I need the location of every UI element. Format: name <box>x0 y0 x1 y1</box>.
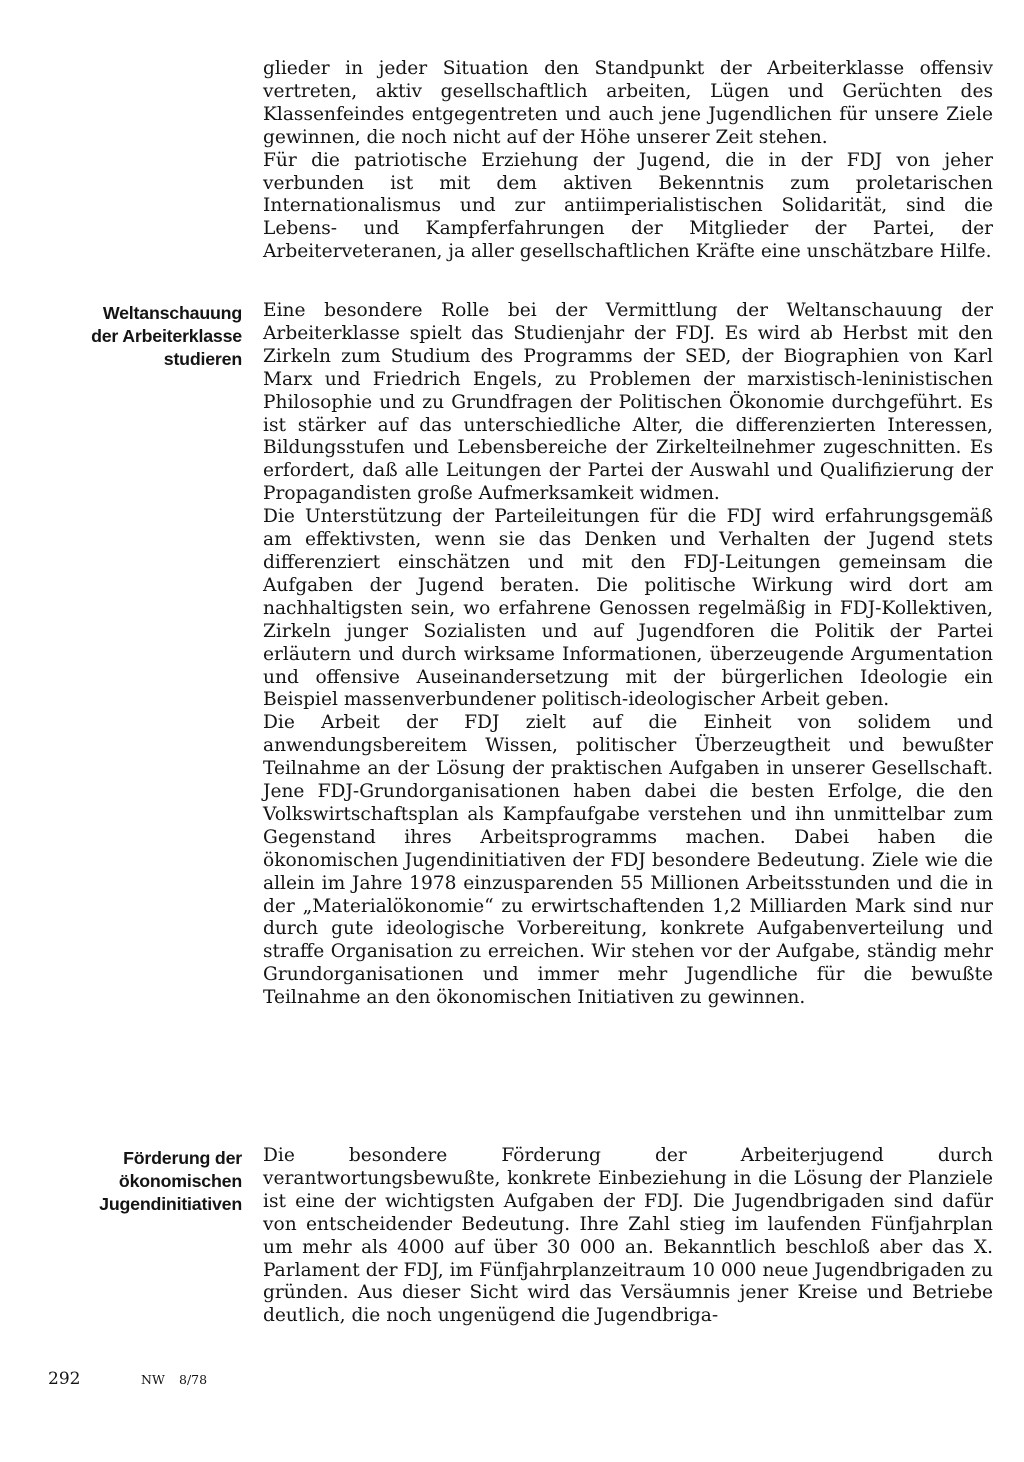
section-foerderung <box>263 1145 993 1328</box>
sidenote-weltanschauung <box>56 302 242 371</box>
paragraph: Die Arbeit der FDJ zielt auf die Einheit von solidem und anwendungsbereitem Wissen, politischer Überzeugtheit und bewußter Teilnahme an der Lösung der praktischen Aufgaben in unserer Gesellschaft. Jene FDJ-Grundorganisationen haben dabei die besten Erfolge, die den Volkswirtschaftsplan als Kampfaufgabe verstehen und ihn unmittelbar zum Gegenstand ihres Arbeitsprogramms machen. Dabei haben die ökonomischen Jugendinitiativen der FDJ besondere Bedeutung. Ziele wie die allein im Jahre 1978 einzusparenden 55 Millionen Arbeitsstunden und die in der „Materialökonomie“ zu erwirtschaftenden 1,2 Milliarden Mark sind nur durch gute ideologische Vorbereitung, konkrete Aufgabenverteilung und straffe Organisation zu erreichen. Wir stehen vor der Aufgabe, ständig mehr Grundorganisationen und immer mehr Jugendliche für die bewußte Teilnahme an den ökonomischen Initiativen zu gewinnen. <box>263 712 993 1009</box>
section-intro <box>263 58 993 264</box>
paragraph: Eine besondere Rolle bei der Vermittlung der Weltanschauung der Arbeiterklasse spielt das Studienjahr der FDJ. Es wird ab Herbst mit den Zirkeln zum Studium des Programms der SED, der Biographien von Karl Marx und Friedrich Engels, zu Problemen der marxistisch-leninistischen Philosophie und zu Grundfragen der Politischen Ökonomie durchgeführt. Es ist stärker auf das unterschiedliche Alter, die differenzierten Interessen, Bildungsstufen und Lebensbereiche der Zirkelteilnehmer zugeschnitten. Es erfordert, daß alle Leitungen der Partei der Auswahl und Qualifizierung der Propagandisten große Aufmerksamkeit widmen. <box>263 300 993 505</box>
sidenote-foerderung <box>56 1147 242 1216</box>
sidenote-line: Jugendinitiativen <box>99 1194 242 1214</box>
paragraph: Die Unterstützung der Parteileitungen für die FDJ wird erfahrungsgemäß am effektivsten, wenn sie das Denken und Verhalten der Jugend stets differenziert einschätzen und mit den FDJ-Leitungen gemeinsam die Aufgaben der Jugend beraten. Die politische Wirkung wird dort am nachhaltigsten sein, wo erfahrene Genossen regelmäßig in FDJ-Kollektiven, Zirkeln junger Sozialisten und auf Jugendforen die Politik der Partei erläutern und durch wirksame Informationen, überzeugende Argumentation und offensive Auseinandersetzung mit der bürgerlichen Ideologie ein Beispiel massenverbundener politisch-ideologischer Arbeit geben. <box>263 506 993 711</box>
sidenote-line: der Arbeiterklasse <box>91 326 242 346</box>
paragraph: Für die patriotische Erziehung der Jugend, die in der FDJ von jeher verbunden ist mit dem aktiven Bekenntnis zum proletarischen Internationalismus und zur antiimperialistischen Solidarität, sind die Lebens- und Kampferfahrungen der Mitglieder der Partei, der Arbeiterveteranen, ja aller gesellschaftlichen Kräfte eine unschätzbare Hilfe. <box>263 149 993 263</box>
sidenote-line: Weltanschauung <box>102 303 242 323</box>
paragraph: Die besondere Förderung der Arbeiterjugend durch verantwortungsbewußte, konkrete Einbeziehung in die Lösung der Planziele ist eine der wichtigsten Aufgaben der FDJ. Die Jugendbrigaden sind dafür von entscheidender Bedeutung. Ihre Zahl stieg im laufenden Fünfjahrplan um mehr als 4000 auf über 30 000 an. Bekanntlich beschloß aber das X. Parlament der FDJ, im Fünfjahrplanzeitraum 10 000 neue Jugendbrigaden zu gründen. Aus dieser Sicht wird das Versäumnis jener Kreise und Betriebe deutlich, die noch ungenügend die Jugendbriga- <box>263 1145 993 1327</box>
issue-number: 8/78 <box>179 1372 208 1387</box>
journal-abbreviation: NW <box>141 1372 165 1387</box>
section-weltanschauung <box>263 300 993 1010</box>
paragraph: glieder in jeder Situation den Standpunkt der Arbeiterklasse offensiv vertreten, aktiv gesellschaftlich arbeiten, Lügen und Gerüchten des Klassenfeindes entgegentreten und auch jene Jugendlichen für unsere Ziele gewinnen, die noch nicht auf der Höhe unserer Zeit stehen. <box>263 58 993 148</box>
sidenote-line: ökonomischen <box>118 1171 242 1191</box>
sidenote-line: studieren <box>163 349 242 369</box>
page-number: 292 <box>48 1369 81 1389</box>
sidenote-line: Förderung der <box>123 1148 242 1168</box>
